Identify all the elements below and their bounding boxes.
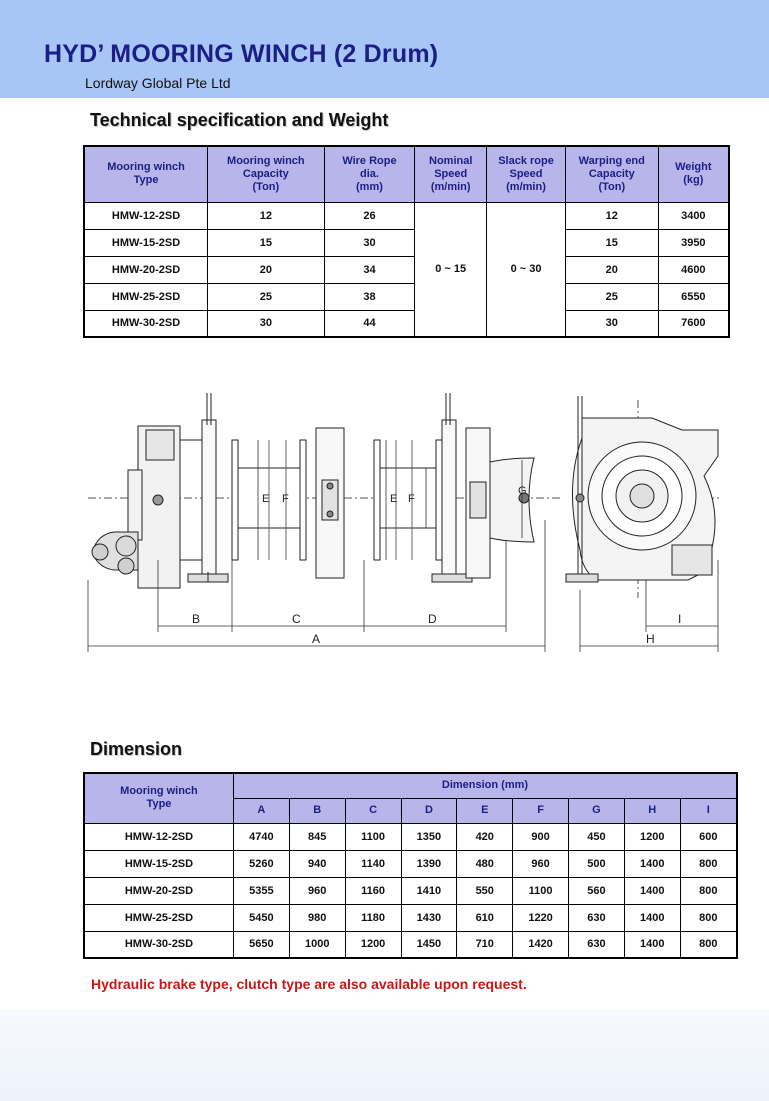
capacity-cell: 25 [208, 283, 325, 310]
value-cell: 1400 [624, 850, 680, 877]
value-cell: 1450 [401, 931, 457, 958]
value-cell: 940 [289, 850, 345, 877]
page-title: HYD’ MOORING WINCH (2 Drum) [44, 40, 439, 68]
dim-label-b: B [192, 612, 201, 626]
rope-cell: 30 [324, 229, 415, 256]
dim-col-f: F [513, 798, 569, 823]
rope-cell: 26 [324, 202, 415, 229]
dim-label-i: I [678, 612, 682, 626]
value-cell: 1220 [513, 904, 569, 931]
value-cell: 560 [569, 877, 625, 904]
bottom-band [0, 1010, 769, 1101]
table-row [84, 283, 729, 310]
table-row [84, 877, 737, 904]
dim-label-g: G [518, 485, 527, 497]
slack-speed-cell: 0 ~ 30 [487, 202, 566, 337]
value-cell: 1420 [513, 931, 569, 958]
capacity-cell: 30 [208, 310, 325, 337]
value-cell: 1100 [513, 877, 569, 904]
rope-cell: 44 [324, 310, 415, 337]
value-cell: 630 [569, 904, 625, 931]
type-cell: HMW-12-2SD [84, 823, 233, 850]
spec-header-rope: Wire Rope dia. (mm) [324, 146, 415, 202]
dim-label-f2: F [408, 493, 415, 505]
weight-cell: 3400 [658, 202, 729, 229]
value-cell: 1140 [345, 850, 401, 877]
value-cell: 5450 [233, 904, 289, 931]
dim-col-c: C [345, 798, 401, 823]
rope-cell: 34 [324, 256, 415, 283]
value-cell: 420 [457, 823, 513, 850]
weight-cell: 6550 [658, 283, 729, 310]
dim-col-b: B [289, 798, 345, 823]
value-cell: 550 [457, 877, 513, 904]
value-cell: 5355 [233, 877, 289, 904]
value-cell: 500 [569, 850, 625, 877]
capacity-cell: 12 [208, 202, 325, 229]
value-cell: 800 [680, 850, 737, 877]
dim-label-e2: E [390, 493, 398, 505]
spec-header-nominal-speed: Nominal Speed (m/min) [415, 146, 487, 202]
dim-col-i: I [680, 798, 737, 823]
value-cell: 1100 [345, 823, 401, 850]
dim-col-a: A [233, 798, 289, 823]
dim-label-e1: E [262, 493, 270, 505]
company-name: Lordway Global Pte Ltd [85, 75, 231, 91]
dim-col-e: E [457, 798, 513, 823]
type-cell: HMW-20-2SD [84, 877, 233, 904]
dim-label-d: D [428, 612, 437, 626]
value-cell: 800 [680, 877, 737, 904]
value-cell: 900 [513, 823, 569, 850]
dim-label-h: H [646, 632, 655, 646]
type-cell: HMW-15-2SD [84, 229, 208, 256]
table-row [84, 229, 729, 256]
dim-group-header: Dimension (mm) [233, 773, 737, 798]
value-cell: 1430 [401, 904, 457, 931]
value-cell: 1000 [289, 931, 345, 958]
weight-cell: 3950 [658, 229, 729, 256]
value-cell: 960 [513, 850, 569, 877]
value-cell: 1200 [624, 823, 680, 850]
table-row [84, 310, 729, 337]
value-cell: 630 [569, 931, 625, 958]
rope-cell: 38 [324, 283, 415, 310]
table-row [84, 202, 729, 229]
value-cell: 5260 [233, 850, 289, 877]
nominal-speed-cell: 0 ~ 15 [415, 202, 487, 337]
spec-header-capacity: Mooring winch Capacity (Ton) [208, 146, 325, 202]
dim-col-d: D [401, 798, 457, 823]
value-cell: 1160 [345, 877, 401, 904]
dim-header-row [84, 773, 737, 798]
spec-header-warping: Warping end Capacity (Ton) [565, 146, 658, 202]
value-cell: 5650 [233, 931, 289, 958]
value-cell: 450 [569, 823, 625, 850]
type-cell: HMW-15-2SD [84, 850, 233, 877]
value-cell: 600 [680, 823, 737, 850]
type-cell: HMW-30-2SD [84, 931, 233, 958]
dim-col-g: G [569, 798, 625, 823]
weight-cell: 4600 [658, 256, 729, 283]
capacity-cell: 15 [208, 229, 325, 256]
winch-drawing [0, 370, 769, 660]
value-cell: 960 [289, 877, 345, 904]
table-row [84, 904, 737, 931]
dim-label-c: C [292, 612, 301, 626]
value-cell: 800 [680, 904, 737, 931]
value-cell: 4740 [233, 823, 289, 850]
value-cell: 1180 [345, 904, 401, 931]
dim-header-type: Mooring winch Type [84, 773, 233, 823]
type-cell: HMW-12-2SD [84, 202, 208, 229]
dimension-section-title: Dimension [90, 739, 183, 759]
value-cell: 1400 [624, 931, 680, 958]
table-row [84, 256, 729, 283]
spec-header-type: Mooring winch Type [84, 146, 208, 202]
table-row [84, 931, 737, 958]
value-cell: 710 [457, 931, 513, 958]
table-row [84, 823, 737, 850]
page-header [0, 0, 769, 98]
value-cell: 1350 [401, 823, 457, 850]
table-row [84, 850, 737, 877]
warping-cell: 15 [565, 229, 658, 256]
type-cell: HMW-30-2SD [84, 310, 208, 337]
type-cell: HMW-25-2SD [84, 283, 208, 310]
value-cell: 1400 [624, 904, 680, 931]
dimension-table [83, 772, 738, 959]
value-cell: 610 [457, 904, 513, 931]
value-cell: 1390 [401, 850, 457, 877]
value-cell: 480 [457, 850, 513, 877]
value-cell: 845 [289, 823, 345, 850]
value-cell: 1400 [624, 877, 680, 904]
dim-label-f1: F [282, 493, 289, 505]
value-cell: 1410 [401, 877, 457, 904]
value-cell: 1200 [345, 931, 401, 958]
warping-cell: 30 [565, 310, 658, 337]
type-cell: HMW-20-2SD [84, 256, 208, 283]
weight-cell: 7600 [658, 310, 729, 337]
value-cell: 980 [289, 904, 345, 931]
spec-section-title: Technical specification and Weight [90, 110, 389, 130]
capacity-cell: 20 [208, 256, 325, 283]
availability-note: Hydraulic brake type, clutch type are also available upon request. [91, 976, 527, 992]
warping-cell: 12 [565, 202, 658, 229]
spec-header-slack-speed: Slack rope Speed (m/min) [487, 146, 566, 202]
type-cell: HMW-25-2SD [84, 904, 233, 931]
warping-cell: 25 [565, 283, 658, 310]
spec-header-row [84, 146, 729, 202]
dim-col-h: H [624, 798, 680, 823]
value-cell: 800 [680, 931, 737, 958]
spec-header-weight: Weight (kg) [658, 146, 729, 202]
warping-cell: 20 [565, 256, 658, 283]
dim-label-a: A [312, 632, 321, 646]
spec-table [83, 145, 730, 338]
